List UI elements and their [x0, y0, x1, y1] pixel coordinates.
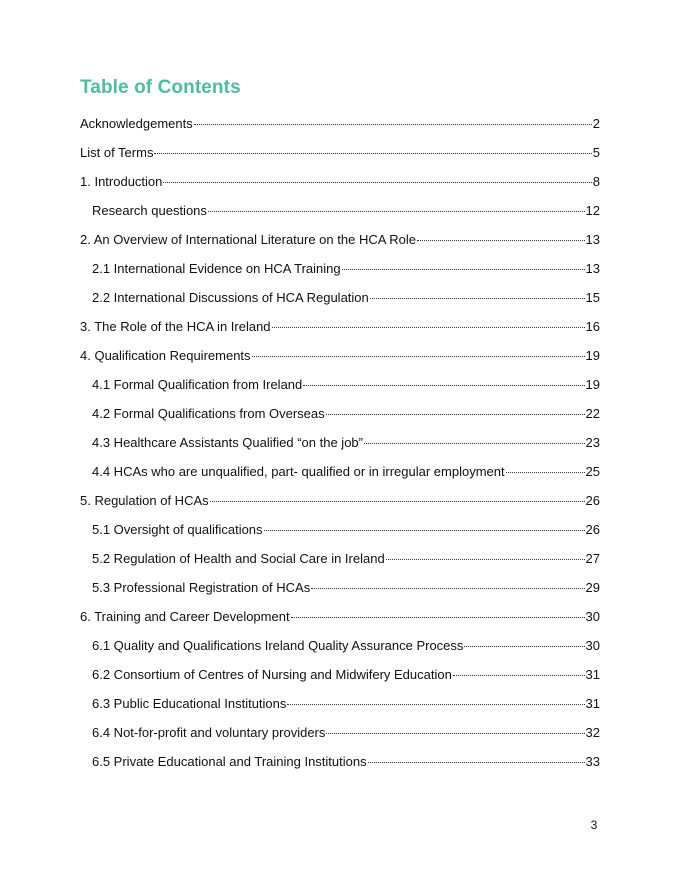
toc-entry-label: 2.1 International Evidence on HCA Training	[92, 261, 341, 276]
toc-entry-label: 1. Introduction	[80, 174, 163, 189]
toc-entry-label: 5.2 Regulation of Health and Social Care in Ireland	[92, 551, 385, 566]
dot-leader	[264, 530, 585, 531]
toc-entry-unqualified-hcas[interactable]	[80, 462, 600, 491]
toc-entry-label: 6.4 Not-for-profit and voluntary providers	[92, 725, 326, 740]
toc-entry-page: 26	[585, 522, 600, 537]
toc-entry-label: 2.2 International Discussions of HCA Regulation	[92, 290, 369, 305]
toc-entry-qualified-on-the-job[interactable]	[80, 433, 600, 462]
dot-leader	[506, 472, 585, 473]
toc-entry-page: 27	[585, 551, 600, 566]
toc-entry-page: 19	[585, 377, 600, 392]
toc-entry-page: 8	[592, 174, 600, 189]
toc-entry-page: 25	[585, 464, 600, 479]
dot-leader	[272, 327, 585, 328]
toc-entry-private-educational-institutions[interactable]	[80, 752, 600, 781]
dot-leader	[326, 733, 584, 734]
toc-entry-page: 2	[592, 116, 600, 131]
dot-leader	[368, 762, 585, 763]
dot-leader	[417, 240, 585, 241]
toc-entry-professional-registration[interactable]	[80, 578, 600, 607]
dot-leader	[291, 617, 585, 618]
dot-leader	[326, 414, 585, 415]
dot-leader	[154, 153, 591, 154]
dot-leader	[210, 501, 585, 502]
toc-entry-page: 23	[585, 435, 600, 450]
dot-leader	[311, 588, 584, 589]
toc-entry-label: Acknowledgements	[80, 116, 193, 131]
toc-entry-label: 6.2 Consortium of Centres of Nursing and Midwifery Education	[92, 667, 452, 682]
toc-entry-label: 6.1 Quality and Qualifications Ireland Quality Assurance Process	[92, 638, 464, 653]
toc-entry-page: 30	[585, 638, 600, 653]
toc-entry-research-questions[interactable]	[80, 201, 600, 230]
dot-leader	[464, 646, 584, 647]
toc-entry-role-of-hca-ireland[interactable]	[80, 317, 600, 346]
toc-entry-label: 5. Regulation of HCAs	[80, 493, 209, 508]
toc-entry-qualification-requirements[interactable]	[80, 346, 600, 375]
toc-entry-page: 31	[585, 696, 600, 711]
toc-entry-acknowledgements[interactable]	[80, 114, 600, 143]
toc-entry-label: Research questions	[92, 203, 207, 218]
toc-entry-label: 6. Training and Career Development	[80, 609, 290, 624]
toc-entry-label: 5.1 Oversight of qualifications	[92, 522, 263, 537]
toc-entry-not-for-profit-providers[interactable]	[80, 723, 600, 752]
dot-leader	[252, 356, 585, 357]
dot-leader	[342, 269, 585, 270]
page-title: Table of Contents	[80, 77, 241, 98]
toc-entry-list-of-terms[interactable]	[80, 143, 600, 172]
toc-entry-page: 33	[585, 754, 600, 769]
toc-entry-page: 13	[585, 261, 600, 276]
toc-entry-label: 4.2 Formal Qualifications from Overseas	[92, 406, 325, 421]
dot-leader	[364, 443, 585, 444]
toc-entry-training-career-development[interactable]	[80, 607, 600, 636]
toc-entry-overview-international-literature[interactable]	[80, 230, 600, 259]
dot-leader	[287, 704, 584, 705]
toc-entry-page: 12	[585, 203, 600, 218]
toc-entry-oversight-of-qualifications[interactable]	[80, 520, 600, 549]
toc-entry-label: 5.3 Professional Registration of HCAs	[92, 580, 311, 595]
toc-entry-page: 22	[585, 406, 600, 421]
toc-entry-international-discussions-regulation[interactable]	[80, 288, 600, 317]
toc-entry-label: 6.5 Private Educational and Training Institutions	[92, 754, 367, 769]
toc-entry-introduction[interactable]	[80, 172, 600, 201]
dot-leader	[194, 124, 592, 125]
dot-leader	[303, 385, 584, 386]
page-number: 3	[590, 818, 598, 832]
toc-entry-label: 3. The Role of the HCA in Ireland	[80, 319, 271, 334]
toc-entry-regulation-health-social-care[interactable]	[80, 549, 600, 578]
toc-entry-page: 5	[592, 145, 600, 160]
toc-entry-page: 32	[585, 725, 600, 740]
dot-leader	[370, 298, 585, 299]
dot-leader	[208, 211, 585, 212]
dot-leader	[386, 559, 585, 560]
toc-entry-consortium-nursing-midwifery[interactable]	[80, 665, 600, 694]
toc-entry-regulation-of-hcas[interactable]	[80, 491, 600, 520]
dot-leader	[163, 182, 591, 183]
toc-entry-formal-qualification-ireland[interactable]	[80, 375, 600, 404]
toc-entry-page: 15	[585, 290, 600, 305]
toc-entry-page: 13	[585, 232, 600, 247]
table-of-contents	[80, 114, 600, 781]
toc-entry-page: 31	[585, 667, 600, 682]
toc-entry-label: 6.3 Public Educational Institutions	[92, 696, 287, 711]
toc-entry-international-evidence-training[interactable]	[80, 259, 600, 288]
toc-entry-label: 4.1 Formal Qualification from Ireland	[92, 377, 303, 392]
toc-entry-page: 16	[585, 319, 600, 334]
toc-entry-page: 19	[585, 348, 600, 363]
toc-entry-label: 4.3 Healthcare Assistants Qualified “on the job”	[92, 435, 363, 450]
toc-entry-label: 4.4 HCAs who are unqualified, part- qualified or in irregular employment	[92, 464, 505, 479]
toc-entry-qqi-quality-assurance[interactable]	[80, 636, 600, 665]
toc-entry-label: 4. Qualification Requirements	[80, 348, 251, 363]
toc-entry-label: List of Terms	[80, 145, 154, 160]
toc-entry-label: 2. An Overview of International Literature on the HCA Role	[80, 232, 417, 247]
toc-entry-page: 26	[585, 493, 600, 508]
toc-entry-page: 29	[585, 580, 600, 595]
toc-entry-public-educational-institutions[interactable]	[80, 694, 600, 723]
toc-entry-formal-qualifications-overseas[interactable]	[80, 404, 600, 433]
toc-entry-page: 30	[585, 609, 600, 624]
dot-leader	[453, 675, 585, 676]
